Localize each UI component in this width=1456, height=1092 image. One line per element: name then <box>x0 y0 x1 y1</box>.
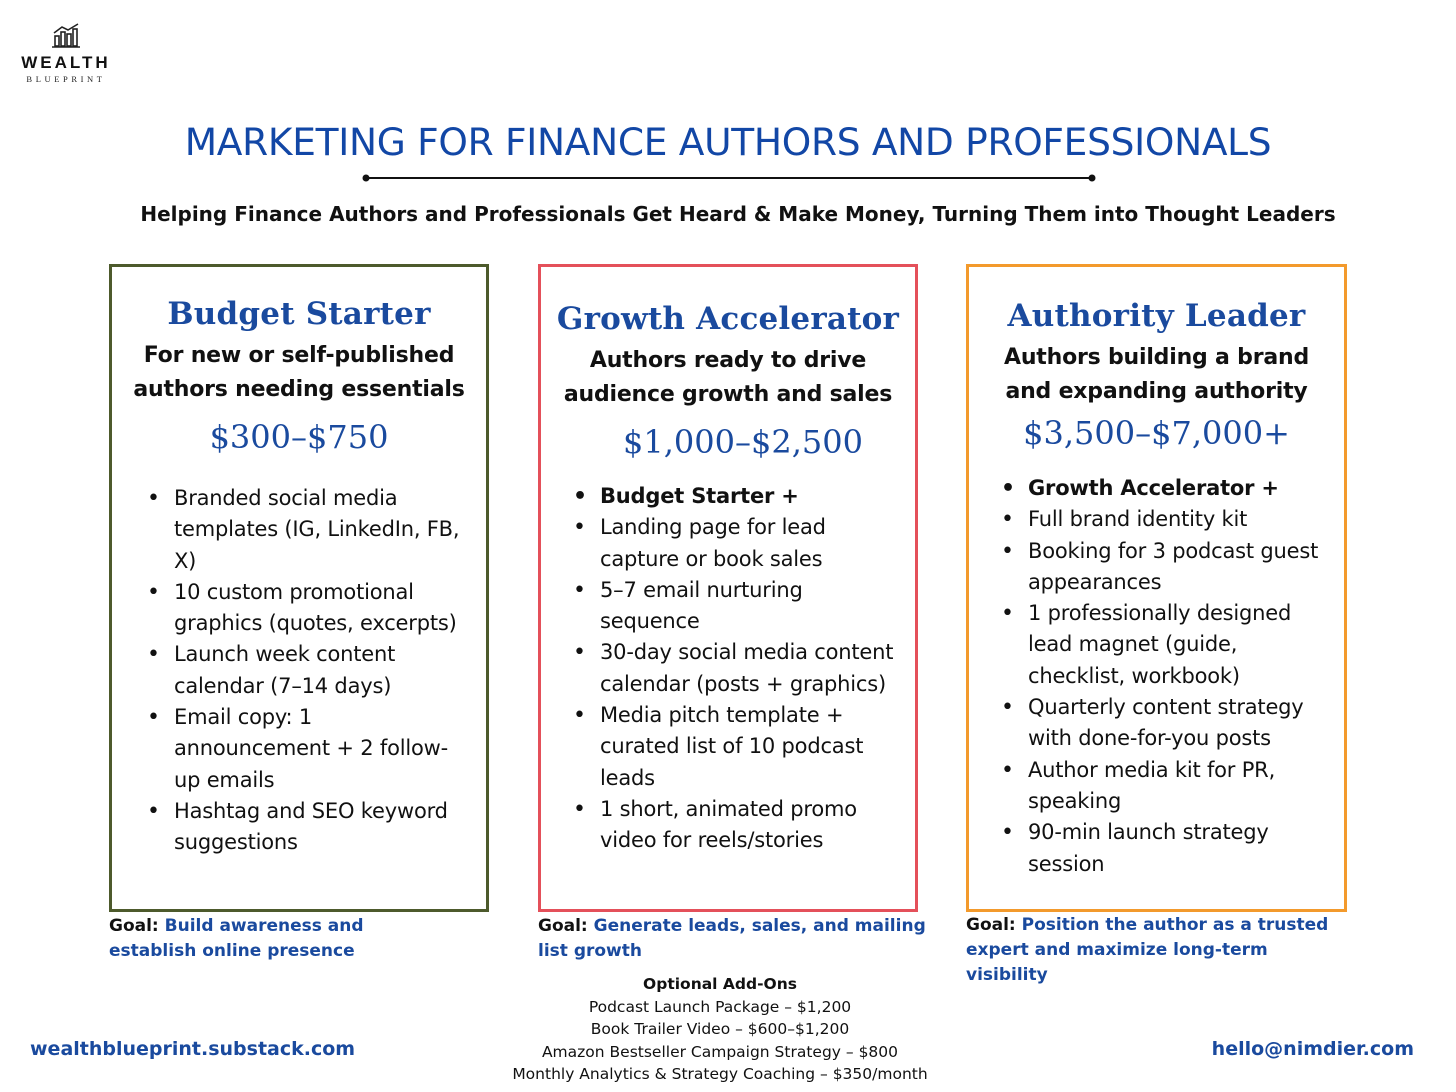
addon-item: Amazon Bestseller Campaign Strategy – $800 <box>541 1042 899 1061</box>
brand-logo <box>14 22 118 84</box>
addon-item: Podcast Launch Package – $1,200 <box>588 997 852 1016</box>
optional-addons <box>470 973 970 1086</box>
package-audience-line: Authors building a brand <box>1004 345 1309 370</box>
feature-item: • Branded social media templates (IG, LinkedIn, FB, X) <box>145 483 474 577</box>
feature-item: • Landing page for lead capture or book sales <box>571 512 903 575</box>
addons-heading: Optional Add-Ons <box>643 975 797 993</box>
page-title: MARKETING FOR FINANCE AUTHORS AND PROFESSIONALS <box>184 120 1272 164</box>
feature-item: • Quarterly content strategy with done-for-you posts <box>999 692 1326 755</box>
feature-item: • Growth Accelerator + <box>999 473 1326 504</box>
feature-item: • 90-min launch strategy session <box>999 817 1326 880</box>
package-name: Budget Starter <box>167 296 431 332</box>
package-price: $1,000–$2,500 <box>623 423 863 461</box>
feature-item: • Media pitch template + curated list of 10 podcast leads <box>571 700 903 794</box>
feature-list <box>145 483 474 859</box>
package-card-growth-accelerator <box>538 264 918 912</box>
package-card-budget-starter <box>109 264 489 912</box>
feature-item: • 10 custom promotional graphics (quotes, excerpts) <box>145 577 474 640</box>
title-divider <box>362 174 1096 182</box>
goal-authority-leader <box>966 913 1346 988</box>
feature-item: • 30-day social media content calendar (posts + graphics) <box>571 637 903 700</box>
addon-item: Monthly Analytics & Strategy Coaching – $350/month <box>512 1065 928 1083</box>
package-name: Growth Accelerator <box>556 301 900 337</box>
goal-text: Build awareness and establish online presence <box>109 916 364 961</box>
goal-label: Goal: <box>966 915 1016 935</box>
package-card-authority-leader <box>966 264 1347 912</box>
feature-item: • Budget Starter + <box>571 481 903 512</box>
goal-text: Position the author as a trusted expert and maximize long-term visibility <box>966 915 1329 985</box>
package-audience-line: authors needing essentials <box>133 377 465 402</box>
feature-item: • Full brand identity kit <box>999 504 1326 535</box>
email-link[interactable]: hello@nimdier.com <box>1211 1038 1414 1060</box>
feature-item: • Email copy: 1 announcement + 2 follow-up emails <box>145 702 474 796</box>
feature-item: • 5–7 email nurturing sequence <box>571 575 903 638</box>
package-audience <box>541 344 915 412</box>
page-subtitle: Helping Finance Authors and Professionals Get Heard & Make Money, Turning Them into Thought Leaders <box>140 202 1336 226</box>
addon-item: Book Trailer Video – $600–$1,200 <box>590 1020 850 1038</box>
package-audience-line: and expanding authority <box>1005 379 1308 404</box>
package-audience <box>969 341 1344 409</box>
package-name: Authority Leader <box>1007 298 1306 334</box>
goal-label: Goal: <box>538 916 588 936</box>
feature-list <box>571 481 903 857</box>
package-price: $3,500–$7,000+ <box>1023 414 1290 452</box>
logo-wordmark: WEALTH <box>21 53 111 72</box>
logo-subtitle: BLUEPRINT <box>26 74 106 84</box>
package-audience-line: Authors ready to drive <box>589 348 867 373</box>
website-link[interactable]: wealthblueprint.substack.com <box>30 1038 356 1060</box>
goal-growth-accelerator <box>538 914 928 964</box>
package-price: $300–$750 <box>209 418 389 456</box>
feature-item: • Author media kit for PR, speaking <box>999 755 1326 818</box>
feature-item: • Launch week content calendar (7–14 days) <box>145 639 474 702</box>
feature-item: • Hashtag and SEO keyword suggestions <box>145 796 474 859</box>
package-audience-line: For new or self-published <box>143 343 455 368</box>
goal-text: Generate leads, sales, and mailing list growth <box>538 916 926 961</box>
package-audience <box>112 339 486 407</box>
package-audience-line: audience growth and sales <box>563 382 893 407</box>
goal-budget-starter <box>109 914 409 964</box>
feature-item: • Booking for 3 podcast guest appearances <box>999 536 1326 599</box>
building-chart-icon <box>51 22 81 48</box>
feature-list <box>999 473 1326 880</box>
feature-item: • 1 short, animated promo video for reels/stories <box>571 794 903 857</box>
feature-item: • 1 professionally designed lead magnet (guide, checklist, workbook) <box>999 598 1326 692</box>
goal-label: Goal: <box>109 916 159 936</box>
